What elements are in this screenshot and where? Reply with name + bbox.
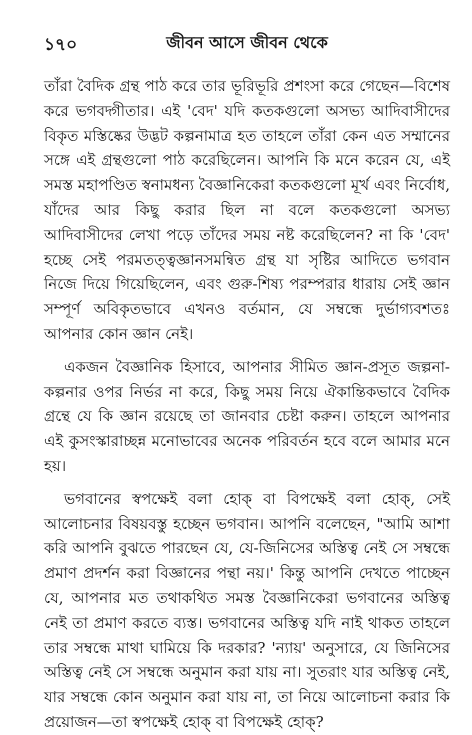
paragraph-1: তাঁরা বৈদিক গ্রন্থ পাঠ করে তার ভূরিভূরি প্রশংসা করে গেছেন—বিশেষ করে ভগবদ্গীতার। এই 'বেদ' যদি কতকগুলো অসভ্য আদিবাসীদের বিকৃত মস্তিষ্কের উদ্ভট কল্পনামাত্র হত তাহলে তাঁরা কেন এত সম্মানের সঙ্গে এই গ্রন্থগুলো পাঠ করেছিলেন। আপনি কি মনে করেন যে, এই সমস্ত মহাপণ্ডিত স্বনামধন্য বৈজ্ঞানিকেরা কতকগুলো মূর্খ এবং নির্বোধ, যাঁদের আর কিছু করার ছিল না বলে কতকগুলো অসভ্য আদিবাসীদের লেখা পড়ে তাঁদের সময় নষ্ট করেছিলেন? না কি 'বেদ' হচ্ছে সেই পরমতত্ত্বজ্ঞানসমন্বিত গ্রন্থ যা সৃষ্টির আদিতে ভগবান নিজে দিয়ে গিয়েছিলেন, এবং গুরু-শিষ্য পরম্পরার ধারায় সেই জ্ঞান সম্পূর্ণ অবিকৃতভাবে এখনও বর্তমান, যে সম্বন্ধে দুর্ভাগ্যবশতঃ আপনার কোন জ্ঞান নেই। — [44, 77, 451, 343]
page-header — [44, 30, 450, 60]
paragraph-2: একজন বৈজ্ঞানিক হিসাবে, আপনার সীমিত জ্ঞান-প্রসূত জল্পনা-কল্পনার ওপর নির্ভর না করে, কিছু সময় নিয়ে ঐকান্তিকভাবে বৈদিক গ্রন্থে যে কি জ্ঞান রয়েছে তা জানবার চেষ্টা করুন। তাহলে আপনার এই কুসংস্কারাচ্ছন্ন মনোভাবের অনেক পরিবর্তন হবে বলে আমার মনে হয়। — [44, 357, 450, 475]
paragraph-3: ভগবানের স্বপক্ষেই বলা হোক্ বা বিপক্ষেই বলা হোক্, সেই আলোচনার বিষয়বস্তু হচ্ছেন ভগবান। আপনি বলেছেন, "আমি আশা করি আপনি বুঝতে পারছেন যে, যে-জিনিসের অস্তিত্ব নেই সে সম্বন্ধে প্রমাণ প্রদর্শন করা বিজ্ঞানের পন্থা নয়।' কিন্তু আপনি দেখতে পাচ্ছেন যে, আপনার মত তথাকথিত সমস্ত বৈজ্ঞানিকেরা ভগবানের অস্তিত্ব নেই তা প্রমাণ করতে ব্যস্ত। ভগবানের অস্তিত্ব যদি নাই থাকত তাহলে তার সম্বন্ধে মাথা ঘামিয়ে কি দরকার? 'ন্যায়' অনুসারে, যে জিনিসের অস্তিত্ব নেই সে সম্বন্ধে অনুমান করা যায় না। সুতরাং যার অস্তিত্ব নেই, যার সম্বন্ধে কোন অনুমান করা যায় না, তা নিয়ে আলোচনা করার কি প্রয়োজন—তা স্বপক্ষেই হোক্ বা বিপক্ষেই হোক্? — [44, 489, 450, 731]
page-number: ১৭০ — [44, 35, 78, 55]
running-title: জীবন আসে জীবন থেকে — [166, 33, 328, 52]
body-text — [44, 74, 450, 735]
